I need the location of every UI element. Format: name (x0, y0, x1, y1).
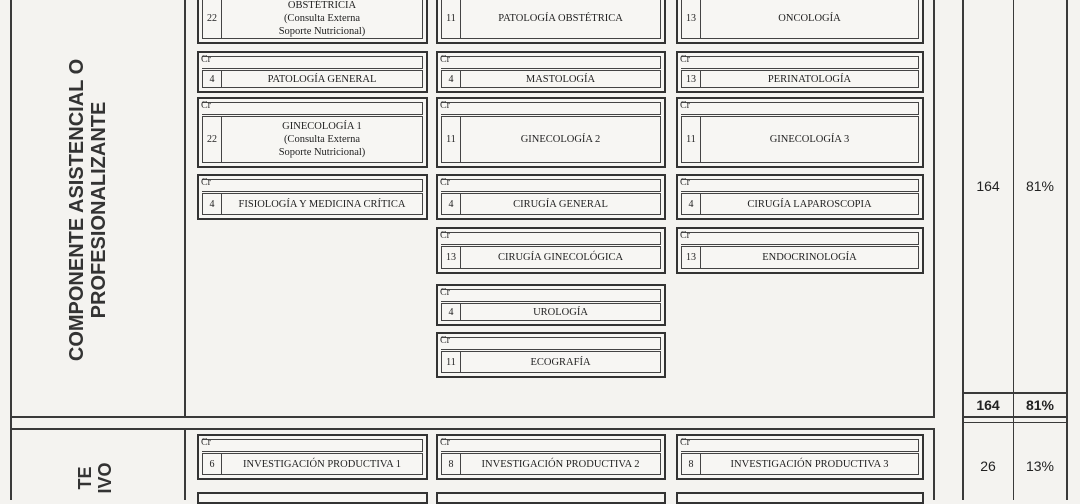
totals-right-border (1066, 0, 1068, 500)
section-percent: 81% (1025, 178, 1055, 194)
course-box: 13 ONCOLOGÍA (676, 0, 924, 44)
course-box: Cr 11 GINECOLOGÍA 2 (436, 97, 666, 168)
section2-credits: 26 (980, 458, 996, 474)
course-box: 11 PATOLOGÍA OBSTÉTRICA (436, 0, 666, 44)
totals-row-bottom (962, 422, 1068, 423)
course-box: Cr 8 INVESTIGACIÓN PRODUCTIVA 2 (436, 434, 666, 480)
section-credits: 164 (976, 178, 1000, 194)
course-box: Cr 22 GINECOLOGÍA 1 (Consulta Externa Soporte Nutricional) (197, 97, 428, 168)
course-box: Cr 4 CIRUGÍA GENERAL (436, 174, 666, 220)
left-border (10, 0, 12, 500)
right-border (933, 0, 935, 418)
course-box: Cr 11 GINECOLOGÍA 3 (676, 97, 924, 168)
course-box: Cr 4 UROLOGÍA (436, 284, 666, 326)
course-box: Cr 13 PERINATOLOGÍA (676, 51, 924, 93)
course-box-partial (676, 492, 924, 504)
course-box: Cr 13 ENDOCRINOLOGÍA (676, 227, 924, 274)
right-border (933, 430, 935, 500)
course-box-partial (197, 492, 428, 504)
totals-row-bottom (962, 416, 1068, 418)
totals-row-top (962, 392, 1068, 394)
course-box: Cr 4 FISIOLOGÍA Y MEDICINA CRÍTICA (197, 174, 428, 220)
course-box: 22 OBSTÉTRICIA (Consulta Externa Soporte Nutricional) (197, 0, 428, 44)
course-box: Cr 11 ECOGRAFÍA (436, 332, 666, 378)
section2-percent: 13% (1025, 458, 1055, 474)
course-box: Cr 4 CIRUGÍA LAPAROSCOPIA (676, 174, 924, 220)
course-box: Cr 8 INVESTIGACIÓN PRODUCTIVA 3 (676, 434, 924, 480)
course-box-partial (436, 492, 666, 504)
course-box: Cr 13 CIRUGÍA GINECOLÓGICA (436, 227, 666, 274)
column-divider (184, 0, 186, 418)
totals-divider (1013, 0, 1014, 500)
section-separator (10, 428, 935, 430)
course-box: Cr 6 INVESTIGACIÓN PRODUCTIVA 1 (197, 434, 428, 480)
course-box: Cr 4 MASTOLOGÍA (436, 51, 666, 93)
column-divider (184, 430, 186, 500)
course-box: Cr 4 PATOLOGÍA GENERAL (197, 51, 428, 93)
totals-border (962, 0, 964, 500)
section-total-credits: 164 (976, 397, 1000, 413)
section-total-percent: 81% (1025, 397, 1055, 413)
section-separator (10, 416, 935, 418)
